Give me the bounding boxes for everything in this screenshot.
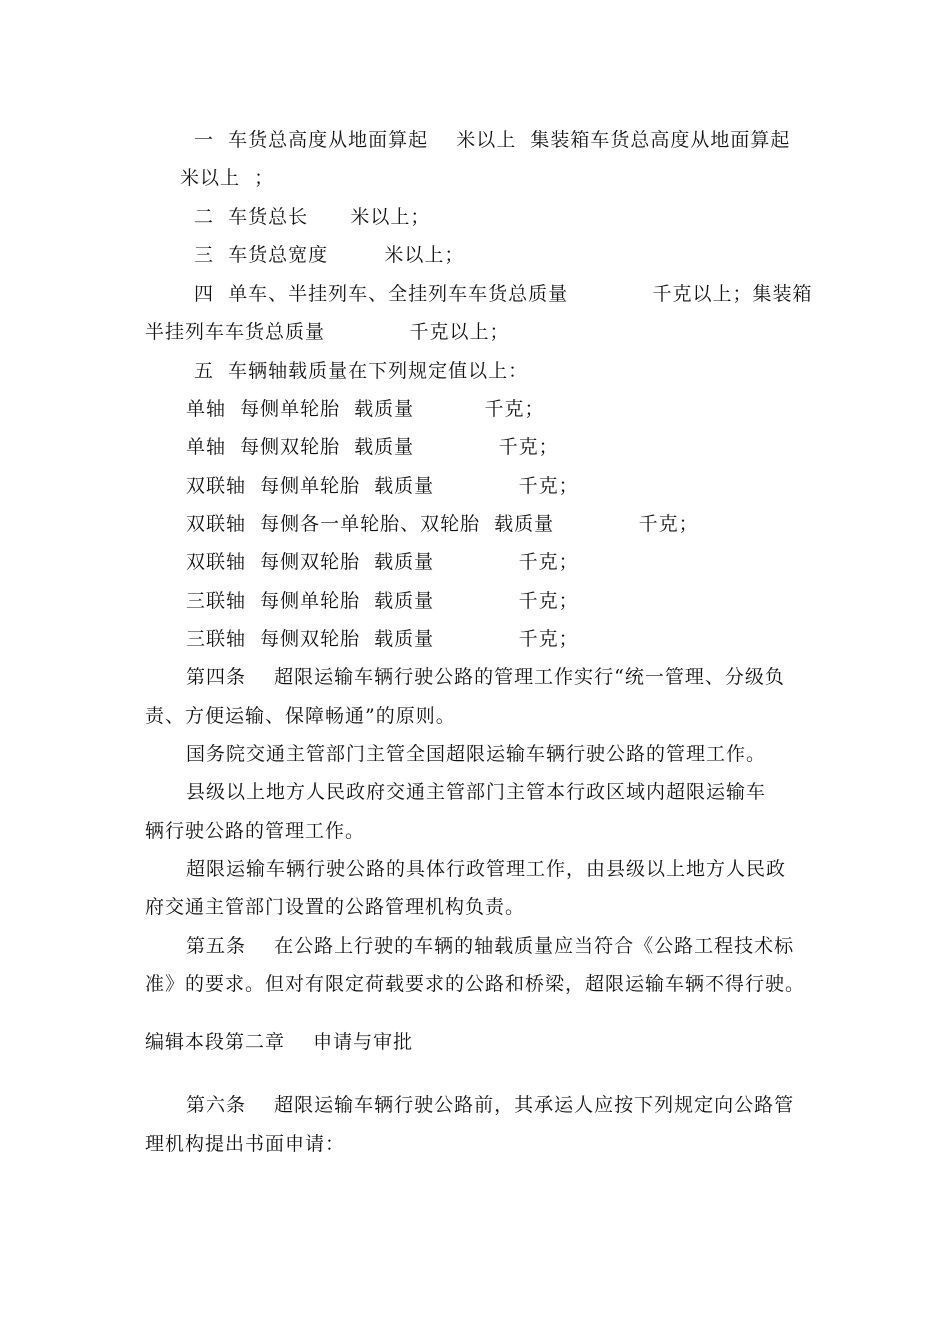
- text-line: 三联轴 每侧单轮胎 载质量 千克；: [186, 590, 579, 612]
- text-line: 双联轴 每侧双轮胎 载质量 千克；: [186, 551, 579, 573]
- text-line: 双联轴 每侧各一单轮胎、双轮胎 载质量 千克；: [186, 513, 699, 535]
- text-line: 第五条 在公路上行驶的车辆的轴载质量应当符合《公路工程技术标: [186, 935, 795, 957]
- text-line: 超限运输车辆行驶公路的具体行政管理工作，由县级以上地方人民政: [186, 858, 787, 880]
- text-line: 第四条 超限运输车辆行驶公路的管理工作实行“统一管理、分级负: [186, 666, 785, 688]
- text-line: 单轴 每侧双轮胎 载质量 千克；: [186, 436, 559, 458]
- text-line: 四 单车、半挂列车、全挂列车车货总质量 千克以上；集装箱: [194, 283, 813, 305]
- text-line: 五 车辆轴载质量在下列规定值以上：: [194, 360, 529, 382]
- text-line: 米以上 ；: [180, 167, 275, 189]
- text-line: 三联轴 每侧双轮胎 载质量 千克；: [186, 628, 579, 650]
- text-line: 理机构提出书面申请：: [145, 1133, 346, 1155]
- text-line: 责、方便运输、保障畅通”的原则。: [145, 705, 456, 727]
- text-line: 国务院交通主管部门主管全国超限运输车辆行驶公路的管理工作。: [186, 743, 767, 765]
- text-line: 双联轴 每侧单轮胎 载质量 千克；: [186, 475, 579, 497]
- text-line: 府交通主管部门设置的公路管理机构负责。: [145, 896, 526, 918]
- text-line: 三 车货总宽度 米以上；: [194, 244, 465, 266]
- text-line: 县级以上地方人民政府交通主管部门主管本行政区域内超限运输车: [186, 781, 767, 803]
- text-line: 单轴 每侧单轮胎 载质量 千克；: [186, 398, 545, 420]
- text-line: 二 车货总长 米以上；: [194, 206, 431, 228]
- text-line: 一 车货总高度从地面算起 米以上 集装箱车货总高度从地面算起: [194, 129, 791, 151]
- text-line: 辆行驶公路的管理工作。: [145, 820, 366, 842]
- text-line: 准》的要求。但对有限定荷载要求的公路和桥梁，超限运输车辆不得行驶。: [145, 973, 806, 995]
- text-line: 第六条 超限运输车辆行驶公路前，其承运人应按下列规定向公路管: [186, 1094, 795, 1116]
- section-heading: 编辑本段第二章 申请与审批: [145, 1031, 414, 1053]
- text-line: 半挂列车车货总质量 千克以上；: [145, 321, 510, 343]
